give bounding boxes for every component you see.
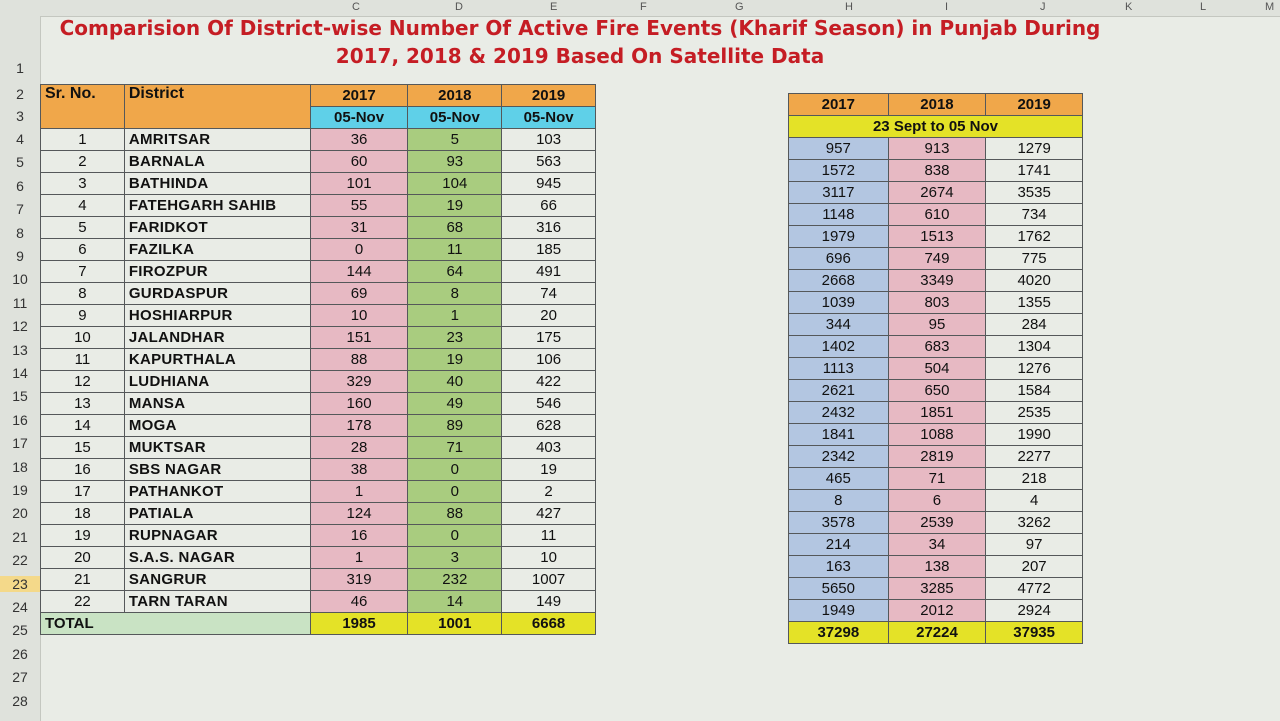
value-2019-cell[interactable]: 66 xyxy=(502,195,596,217)
row-number[interactable]: 1 xyxy=(16,60,24,76)
row-number[interactable]: 5 xyxy=(16,154,24,171)
table-row xyxy=(789,446,1083,468)
value-2019-cell[interactable]: 403 xyxy=(502,437,596,459)
district-cell[interactable]: RUPNAGAR xyxy=(124,525,310,547)
district-cell[interactable]: LUDHIANA xyxy=(124,371,310,393)
sr-no-cell[interactable]: 21 xyxy=(41,569,125,591)
sr-no-cell[interactable]: 17 xyxy=(41,481,125,503)
right-value-2018-cell[interactable]: 2539 xyxy=(888,512,986,534)
right-value-2019-cell[interactable]: 1304 xyxy=(986,336,1083,358)
table-row xyxy=(41,591,596,613)
sr-no-cell[interactable]: 4 xyxy=(41,195,125,217)
column-letter[interactable]: E xyxy=(550,1,558,13)
header-district[interactable]: District xyxy=(124,85,310,129)
value-2018-cell[interactable]: 71 xyxy=(408,437,502,459)
value-2018-cell[interactable]: 93 xyxy=(408,151,502,173)
district-cell[interactable]: SANGRUR xyxy=(124,569,310,591)
header-date-2017[interactable]: 05-Nov xyxy=(310,107,408,129)
sr-no-cell[interactable]: 10 xyxy=(41,327,125,349)
right-value-2017-cell[interactable]: 2621 xyxy=(789,380,889,402)
table-row xyxy=(789,160,1083,182)
value-2017-cell[interactable]: 101 xyxy=(310,173,408,195)
district-cell[interactable]: FARIDKOT xyxy=(124,217,310,239)
table-row xyxy=(789,270,1083,292)
district-cell[interactable]: S.A.S. NAGAR xyxy=(124,547,310,569)
sr-no-cell[interactable]: 2 xyxy=(41,151,125,173)
right-value-2018-cell[interactable]: 803 xyxy=(888,292,986,314)
right-value-2019-cell[interactable]: 2924 xyxy=(986,600,1083,622)
district-cell[interactable]: KAPURTHALA xyxy=(124,349,310,371)
district-cell[interactable]: PATIALA xyxy=(124,503,310,525)
sheet-title: Comparision Of District-wise Number Of Active Fire Events (Kharif Season) in Punjab During 2017, 2018 & 2019 Based On Satellite Data xyxy=(59,16,1101,68)
district-cell[interactable]: MUKTSAR xyxy=(124,437,310,459)
right-value-2017-cell[interactable]: 696 xyxy=(789,248,889,270)
column-letter[interactable]: I xyxy=(945,1,949,13)
right-value-2019-cell[interactable]: 1990 xyxy=(986,424,1083,446)
table-row xyxy=(41,459,596,481)
sr-no-cell[interactable]: 22 xyxy=(41,591,125,613)
table-row xyxy=(41,547,596,569)
row-number[interactable]: 21 xyxy=(12,528,28,545)
value-2018-cell[interactable]: 19 xyxy=(408,195,502,217)
district-cell[interactable]: HOSHIARPUR xyxy=(124,305,310,327)
table-row xyxy=(789,358,1083,380)
total-2019[interactable]: 6668 xyxy=(502,613,596,635)
right-value-2017-cell[interactable]: 3578 xyxy=(789,512,889,534)
right-value-2017-cell[interactable]: 8 xyxy=(789,490,889,512)
value-2018-cell[interactable]: 14 xyxy=(408,591,502,613)
table-row xyxy=(789,182,1083,204)
row-number[interactable]: 24 xyxy=(12,599,28,615)
sr-no-cell[interactable]: 14 xyxy=(41,415,125,437)
value-2017-cell[interactable]: 329 xyxy=(310,371,408,393)
right-header-year-2018[interactable]: 2018 xyxy=(888,94,986,116)
district-cell[interactable]: GURDASPUR xyxy=(124,283,310,305)
table-row xyxy=(41,525,596,547)
value-2019-cell[interactable]: 175 xyxy=(502,327,596,349)
row-number[interactable]: 8 xyxy=(16,224,24,241)
district-cell[interactable]: AMRITSAR xyxy=(124,129,310,151)
right-value-2019-cell[interactable]: 4020 xyxy=(986,270,1083,292)
right-value-2018-cell[interactable]: 683 xyxy=(888,336,986,358)
table-row xyxy=(789,402,1083,424)
value-2019-cell[interactable]: 1007 xyxy=(502,569,596,591)
row-number[interactable]: 9 xyxy=(16,248,24,264)
sr-no-cell[interactable]: 15 xyxy=(41,437,125,459)
sr-no-cell[interactable]: 7 xyxy=(41,261,125,283)
value-2019-cell[interactable]: 19 xyxy=(502,459,596,481)
header-year-2019[interactable]: 2019 xyxy=(502,85,596,107)
right-value-2018-cell[interactable]: 913 xyxy=(888,138,986,160)
row-number[interactable]: 18 xyxy=(12,458,28,475)
district-cell[interactable]: PATHANKOT xyxy=(124,481,310,503)
table-row xyxy=(41,239,596,261)
value-2018-cell[interactable]: 3 xyxy=(408,547,502,569)
table-row xyxy=(41,327,596,349)
value-2019-cell[interactable]: 106 xyxy=(502,349,596,371)
value-2019-cell[interactable]: 316 xyxy=(502,217,596,239)
value-2018-cell[interactable]: 104 xyxy=(408,173,502,195)
right-total-2019[interactable]: 37935 xyxy=(986,622,1083,644)
table-row xyxy=(789,336,1083,358)
value-2019-cell[interactable]: 945 xyxy=(502,173,596,195)
table-row xyxy=(41,393,596,415)
column-letter[interactable]: G xyxy=(735,1,744,13)
value-2019-cell[interactable]: 427 xyxy=(502,503,596,525)
district-cell[interactable]: SBS NAGAR xyxy=(124,459,310,481)
value-2019-cell[interactable]: 149 xyxy=(502,591,596,613)
right-value-2018-cell[interactable]: 95 xyxy=(888,314,986,336)
row-number[interactable]: 28 xyxy=(12,692,28,709)
table-row xyxy=(789,424,1083,446)
column-letter[interactable]: C xyxy=(352,1,360,13)
right-value-2018-cell[interactable]: 3349 xyxy=(888,270,986,292)
row-number[interactable]: 22 xyxy=(12,552,28,569)
value-2019-cell[interactable]: 10 xyxy=(502,547,596,569)
header-sr-no[interactable]: Sr. No. xyxy=(41,85,125,129)
value-2019-cell[interactable]: 422 xyxy=(502,371,596,393)
sr-no-cell[interactable]: 5 xyxy=(41,217,125,239)
district-fire-events-table xyxy=(40,84,596,635)
right-value-2019-cell[interactable]: 1355 xyxy=(986,292,1083,314)
row-number[interactable]: 26 xyxy=(12,645,28,662)
right-value-2019-cell[interactable]: 4772 xyxy=(986,578,1083,600)
table-row xyxy=(41,151,596,173)
right-header-period[interactable]: 23 Sept to 05 Nov xyxy=(789,116,1083,138)
district-cell[interactable]: BATHINDA xyxy=(124,173,310,195)
right-value-2018-cell[interactable]: 6 xyxy=(888,490,986,512)
table-row xyxy=(789,380,1083,402)
right-value-2018-cell[interactable]: 504 xyxy=(888,358,986,380)
sr-no-cell[interactable]: 8 xyxy=(41,283,125,305)
right-value-2017-cell[interactable]: 344 xyxy=(789,314,889,336)
value-2017-cell[interactable]: 31 xyxy=(310,217,408,239)
right-value-2019-cell[interactable]: 1762 xyxy=(986,226,1083,248)
value-2018-cell[interactable]: 88 xyxy=(408,503,502,525)
value-2017-cell[interactable]: 69 xyxy=(310,283,408,305)
district-cell[interactable]: FAZILKA xyxy=(124,239,310,261)
value-2017-cell[interactable]: 60 xyxy=(310,151,408,173)
table-row xyxy=(41,217,596,239)
value-2018-cell[interactable]: 23 xyxy=(408,327,502,349)
value-2019-cell[interactable]: 20 xyxy=(502,305,596,327)
right-value-2018-cell[interactable]: 3285 xyxy=(888,578,986,600)
right-value-2018-cell[interactable]: 610 xyxy=(888,204,986,226)
table-row xyxy=(41,173,596,195)
value-2017-cell[interactable]: 16 xyxy=(310,525,408,547)
right-value-2017-cell[interactable]: 1979 xyxy=(789,226,889,248)
value-2018-cell[interactable]: 49 xyxy=(408,393,502,415)
table-row xyxy=(789,226,1083,248)
table-row xyxy=(789,512,1083,534)
table-row xyxy=(41,283,596,305)
value-2017-cell[interactable]: 1 xyxy=(310,547,408,569)
sr-no-cell[interactable]: 13 xyxy=(41,393,125,415)
value-2017-cell[interactable]: 28 xyxy=(310,437,408,459)
row-number[interactable]: 4 xyxy=(16,131,24,147)
right-value-2017-cell[interactable]: 2668 xyxy=(789,270,889,292)
right-value-2018-cell[interactable]: 2674 xyxy=(888,182,986,204)
sr-no-cell[interactable]: 20 xyxy=(41,547,125,569)
column-letter[interactable]: K xyxy=(1125,1,1133,13)
right-value-2018-cell[interactable]: 650 xyxy=(888,380,986,402)
value-2019-cell[interactable]: 546 xyxy=(502,393,596,415)
value-2017-cell[interactable]: 144 xyxy=(310,261,408,283)
right-value-2018-cell[interactable]: 138 xyxy=(888,556,986,578)
row-number[interactable]: 3 xyxy=(16,108,24,124)
sr-no-cell[interactable]: 11 xyxy=(41,349,125,371)
table-row xyxy=(789,204,1083,226)
table-row xyxy=(41,437,596,459)
value-2018-cell[interactable]: 19 xyxy=(408,349,502,371)
district-cell[interactable]: JALANDHAR xyxy=(124,327,310,349)
right-value-2017-cell[interactable]: 1949 xyxy=(789,600,889,622)
table-row xyxy=(41,481,596,503)
column-letter[interactable]: D xyxy=(455,1,463,13)
right-value-2017-cell[interactable]: 163 xyxy=(789,556,889,578)
right-value-2018-cell[interactable]: 1513 xyxy=(888,226,986,248)
right-header-year-2019[interactable]: 2019 xyxy=(986,94,1083,116)
value-2018-cell[interactable]: 8 xyxy=(408,283,502,305)
value-2018-cell[interactable]: 68 xyxy=(408,217,502,239)
value-2017-cell[interactable]: 1 xyxy=(310,481,408,503)
value-2017-cell[interactable]: 10 xyxy=(310,305,408,327)
row-number[interactable]: 25 xyxy=(12,622,28,639)
right-value-2019-cell[interactable]: 97 xyxy=(986,534,1083,556)
header-date-2018[interactable]: 05-Nov xyxy=(408,107,502,129)
value-2019-cell[interactable]: 2 xyxy=(502,481,596,503)
right-value-2019-cell[interactable]: 3262 xyxy=(986,512,1083,534)
table-row xyxy=(789,600,1083,622)
value-2017-cell[interactable]: 124 xyxy=(310,503,408,525)
row-number[interactable]: 15 xyxy=(12,388,28,405)
value-2017-cell[interactable]: 38 xyxy=(310,459,408,481)
right-value-2019-cell[interactable]: 284 xyxy=(986,314,1083,336)
value-2017-cell[interactable]: 88 xyxy=(310,349,408,371)
value-2018-cell[interactable]: 11 xyxy=(408,239,502,261)
table-row xyxy=(41,349,596,371)
value-2018-cell[interactable]: 0 xyxy=(408,481,502,503)
column-letter[interactable]: J xyxy=(1040,1,1046,13)
district-cell[interactable]: FATEHGARH SAHIB xyxy=(124,195,310,217)
right-value-2018-cell[interactable]: 34 xyxy=(888,534,986,556)
row-number[interactable]: 6 xyxy=(16,177,24,194)
table-row xyxy=(789,556,1083,578)
value-2018-cell[interactable]: 0 xyxy=(408,525,502,547)
column-letter[interactable]: H xyxy=(845,1,853,13)
value-2018-cell[interactable]: 89 xyxy=(408,415,502,437)
right-value-2017-cell[interactable]: 3117 xyxy=(789,182,889,204)
right-value-2019-cell[interactable]: 3535 xyxy=(986,182,1083,204)
right-value-2018-cell[interactable]: 2819 xyxy=(888,446,986,468)
district-cell[interactable]: TARN TARAN xyxy=(124,591,310,613)
total-label[interactable]: TOTAL xyxy=(41,613,311,635)
column-letter[interactable]: F xyxy=(640,1,647,13)
value-2019-cell[interactable]: 11 xyxy=(502,525,596,547)
row-number[interactable]: 13 xyxy=(12,341,28,358)
row-number[interactable]: 12 xyxy=(12,318,28,335)
right-value-2019-cell[interactable]: 1279 xyxy=(986,138,1083,160)
value-2018-cell[interactable]: 232 xyxy=(408,569,502,591)
right-value-2017-cell[interactable]: 214 xyxy=(789,534,889,556)
right-value-2019-cell[interactable]: 775 xyxy=(986,248,1083,270)
value-2017-cell[interactable]: 46 xyxy=(310,591,408,613)
table-row xyxy=(789,314,1083,336)
sr-no-cell[interactable]: 6 xyxy=(41,239,125,261)
row-number[interactable]: 19 xyxy=(12,482,28,498)
right-value-2017-cell[interactable]: 1402 xyxy=(789,336,889,358)
header-date-2019[interactable]: 05-Nov xyxy=(502,107,596,129)
sr-no-cell[interactable]: 19 xyxy=(41,525,125,547)
sr-no-cell[interactable]: 9 xyxy=(41,305,125,327)
row-number[interactable]: 14 xyxy=(12,365,28,381)
table-row xyxy=(41,129,596,151)
right-value-2018-cell[interactable]: 838 xyxy=(888,160,986,182)
table-row xyxy=(41,415,596,437)
right-value-2017-cell[interactable]: 1572 xyxy=(789,160,889,182)
right-value-2019-cell[interactable]: 1584 xyxy=(986,380,1083,402)
right-value-2018-cell[interactable]: 1851 xyxy=(888,402,986,424)
sr-no-cell[interactable]: 3 xyxy=(41,173,125,195)
right-total-2017[interactable]: 37298 xyxy=(789,622,889,644)
column-letter[interactable]: M xyxy=(1265,1,1275,13)
right-value-2019-cell[interactable]: 2277 xyxy=(986,446,1083,468)
right-value-2017-cell[interactable]: 957 xyxy=(789,138,889,160)
table-row xyxy=(41,261,596,283)
right-value-2017-cell[interactable]: 2432 xyxy=(789,402,889,424)
row-number[interactable]: 7 xyxy=(16,201,24,218)
right-value-2018-cell[interactable]: 2012 xyxy=(888,600,986,622)
table-row xyxy=(41,195,596,217)
right-value-2019-cell[interactable]: 218 xyxy=(986,468,1083,490)
value-2017-cell[interactable]: 0 xyxy=(310,239,408,261)
table-row xyxy=(41,371,596,393)
season-fire-events-table xyxy=(788,93,1083,644)
row-number[interactable]: 11 xyxy=(12,294,28,311)
value-2017-cell[interactable]: 36 xyxy=(310,129,408,151)
right-value-2019-cell[interactable]: 1741 xyxy=(986,160,1083,182)
total-2017[interactable]: 1985 xyxy=(310,613,408,635)
column-letter[interactable]: L xyxy=(1200,1,1207,13)
value-2018-cell[interactable]: 64 xyxy=(408,261,502,283)
right-value-2019-cell[interactable]: 734 xyxy=(986,204,1083,226)
right-value-2017-cell[interactable]: 465 xyxy=(789,468,889,490)
value-2019-cell[interactable]: 103 xyxy=(502,129,596,151)
value-2019-cell[interactable]: 628 xyxy=(502,415,596,437)
total-2018[interactable]: 1001 xyxy=(408,613,502,635)
right-value-2019-cell[interactable]: 207 xyxy=(986,556,1083,578)
header-year-2018[interactable]: 2018 xyxy=(408,85,502,107)
value-2017-cell[interactable]: 160 xyxy=(310,393,408,415)
right-value-2017-cell[interactable]: 1148 xyxy=(789,204,889,226)
district-cell[interactable]: MANSA xyxy=(124,393,310,415)
value-2019-cell[interactable]: 185 xyxy=(502,239,596,261)
right-value-2017-cell[interactable]: 2342 xyxy=(789,446,889,468)
right-value-2018-cell[interactable]: 749 xyxy=(888,248,986,270)
table-row xyxy=(41,569,596,591)
value-2018-cell[interactable]: 0 xyxy=(408,459,502,481)
right-value-2018-cell[interactable]: 1088 xyxy=(888,424,986,446)
table-row xyxy=(789,534,1083,556)
row-number[interactable]: 17 xyxy=(12,435,28,452)
right-value-2019-cell[interactable]: 1276 xyxy=(986,358,1083,380)
right-value-2019-cell[interactable]: 4 xyxy=(986,490,1083,512)
value-2017-cell[interactable]: 178 xyxy=(310,415,408,437)
sr-no-cell[interactable]: 18 xyxy=(41,503,125,525)
sr-no-cell[interactable]: 12 xyxy=(41,371,125,393)
right-value-2017-cell[interactable]: 1841 xyxy=(789,424,889,446)
value-2019-cell[interactable]: 74 xyxy=(502,283,596,305)
table-row xyxy=(41,503,596,525)
row-number[interactable]: 10 xyxy=(12,271,28,288)
table-row xyxy=(41,305,596,327)
district-cell[interactable]: MOGA xyxy=(124,415,310,437)
row-number[interactable]: 27 xyxy=(12,669,28,686)
row-header-bar xyxy=(0,16,41,721)
table-row xyxy=(789,490,1083,512)
value-2017-cell[interactable]: 319 xyxy=(310,569,408,591)
table-row xyxy=(789,292,1083,314)
right-value-2017-cell[interactable]: 5650 xyxy=(789,578,889,600)
table-row xyxy=(789,138,1083,160)
value-2019-cell[interactable]: 491 xyxy=(502,261,596,283)
right-header-year-2017[interactable]: 2017 xyxy=(789,94,889,116)
district-cell[interactable]: BARNALA xyxy=(124,151,310,173)
right-value-2017-cell[interactable]: 1113 xyxy=(789,358,889,380)
value-2017-cell[interactable]: 151 xyxy=(310,327,408,349)
row-number[interactable]: 23 xyxy=(0,576,40,592)
value-2018-cell[interactable]: 1 xyxy=(408,305,502,327)
right-total-2018[interactable]: 27224 xyxy=(888,622,986,644)
right-value-2019-cell[interactable]: 2535 xyxy=(986,402,1083,424)
value-2019-cell[interactable]: 563 xyxy=(502,151,596,173)
value-2017-cell[interactable]: 55 xyxy=(310,195,408,217)
table-row xyxy=(789,578,1083,600)
table-row xyxy=(789,468,1083,490)
value-2018-cell[interactable]: 5 xyxy=(408,129,502,151)
value-2018-cell[interactable]: 40 xyxy=(408,371,502,393)
right-value-2018-cell[interactable]: 71 xyxy=(888,468,986,490)
right-value-2017-cell[interactable]: 1039 xyxy=(789,292,889,314)
sr-no-cell[interactable]: 16 xyxy=(41,459,125,481)
table-row xyxy=(789,248,1083,270)
district-cell[interactable]: FIROZPUR xyxy=(124,261,310,283)
row-number[interactable]: 20 xyxy=(12,505,28,522)
row-number[interactable]: 16 xyxy=(12,411,28,428)
header-year-2017[interactable]: 2017 xyxy=(310,85,408,107)
sr-no-cell[interactable]: 1 xyxy=(41,129,125,151)
row-number[interactable]: 2 xyxy=(16,86,24,102)
